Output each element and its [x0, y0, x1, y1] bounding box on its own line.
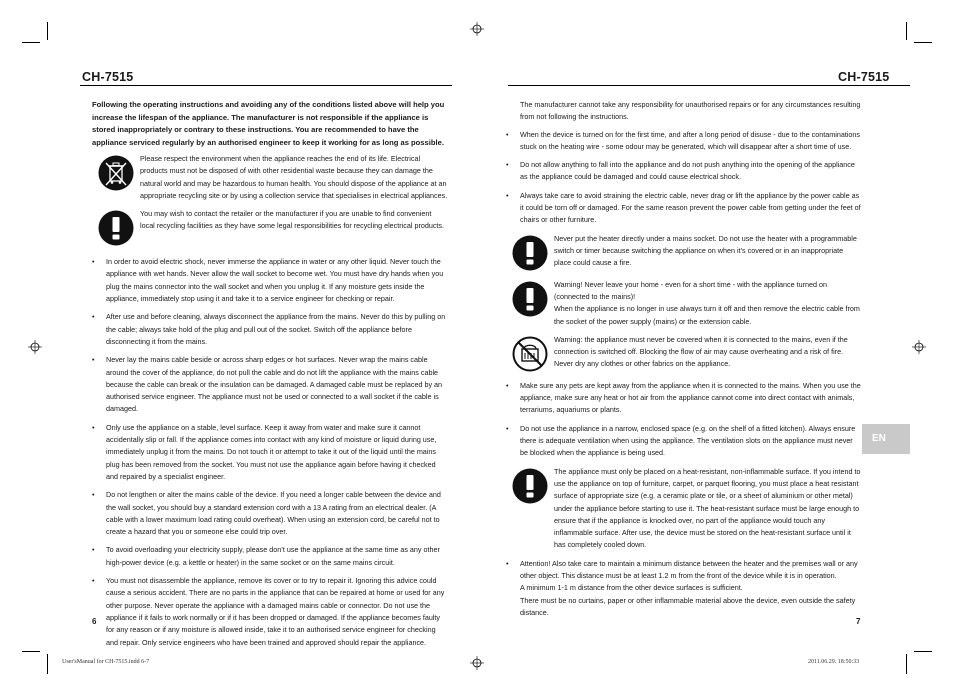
- registration-mark-icon: [470, 656, 484, 670]
- warning-do-not-cover: [506, 334, 862, 374]
- list-item: • Do not use the appliance in a narrow, enclosed space (e.g. on the shelf of a fitted kitchen). Always ensure there is adequate ventilation when using the appliance. The ventilation slots on the appliance must never be blocked when the appliance is being used.: [506, 423, 862, 460]
- recycle-text: Please respect the environment when the appliance reaches the end of its life. Electrical products must not be disposed of with other residential waste because they can damage the natural world and may be hazardous to human health. You should dispose of the appliance at an appropriate recycling site or by using a collection service that specialises in electrical appliances.: [140, 154, 448, 200]
- exclamation-icon: [98, 210, 134, 246]
- list-item: • In order to avoid electric shock, never immerse the appliance in water or any other liquid. Never touch the appliance with wet hands. Never allow the wall socket to become wet. You must have dry hands when you plug the mains connector into the wall socket and when you unplug it. If any moisture gets inside the appliance, immediately stop using it and take it to a service engineer for checking or repair.: [92, 256, 448, 305]
- contact-notice: [92, 208, 448, 248]
- file-info: User'sManual for CH-7515.indd 6-7: [62, 659, 150, 665]
- attention-item: [506, 558, 862, 619]
- page-number-left: 6: [92, 617, 97, 626]
- header-rule-right: [508, 85, 910, 86]
- list-item: • Do not lengthen or alter the mains cable of the device. If you need a longer cable between the device and the wall socket, you should buy a standard extension cord with a 13 A rating from an electrical dealer. (A cable with a lower maximum load rating could overheat). When using an extension cord, be careful not to create a hazard that you or someone else could trip over.: [92, 489, 448, 538]
- model-heading-left: CH-7515: [82, 70, 134, 84]
- left-page-column: [92, 99, 448, 655]
- manufacturer-note: The manufacturer cannot take any responsibility for unauthorised repairs or for any circumstances resulting from not following the instructions.: [520, 100, 861, 122]
- list-item: • After use and before cleaning, always disconnect the appliance from the mains. Never do this by pulling on the cable; always take hold of the plug and pull out of the socket. Switch off the appliance before disconnecting it from the mains.: [92, 311, 448, 348]
- do-not-cover-icon: [512, 336, 548, 372]
- attention-text-3: There must be no curtains, paper or other inflammable material above the device, even outside the safety distance.: [520, 595, 856, 617]
- exclamation-icon: [512, 281, 548, 317]
- warning-surface-text: The appliance must only be placed on a heat-resistant, non-inflammable surface. If you intend to use the appliance on top of furniture, carpet, or parquet flooring, you must place a heat resistant surface of appropriate size (e.g. a ceramic plate or tile, or a sheet of aluminium or other metal) under the appliance before starting to use it. The heat-resistant surface must be large enough to ensure that if the appliance is knocked over, no part of the appliance would touch any inflammable surface. After use, the device must be stored on the heat-resistant surface until it has completely cooled down.: [554, 466, 861, 550]
- warning-leave-home: [506, 279, 862, 328]
- intro-paragraph: Following the operating instructions and avoiding any of the conditions listed above will help you increase the lifespan of the appliance. The manufacturer is not responsible if the appliance is stored inappropriately or contrary to these instructions. You are recommended to have the appliance serviced regularly by an authorised engineer to keep it working for as long as possible.: [92, 100, 445, 147]
- list-item: • Do not allow anything to fall into the appliance and do not push anything into the opening of the appliance as the appliance could be damaged and could cause electrical shock.: [506, 159, 862, 184]
- right-page-column: [506, 99, 862, 625]
- registration-mark-icon: [470, 22, 484, 36]
- recycle-notice: [92, 153, 448, 202]
- list-item: • Always take care to avoid straining the electric cable, never drag or lift the appliance by the power cable as it could be torn off or damaged. For the same reason prevent the power cable from getting under the feet of chairs or other furniture.: [506, 190, 862, 227]
- page-number-right: 7: [856, 617, 861, 626]
- exclamation-icon: [512, 235, 548, 271]
- list-item: • Make sure any pets are kept away from the appliance when it is connected to the mains. When you use the appliance, make sure any heat or hot air from the appliance cannot come into direct contact with animals, terrariums, aquariums or plants.: [506, 380, 862, 417]
- exclamation-icon: [512, 468, 548, 504]
- registration-mark-icon: [912, 340, 926, 354]
- header-rule-left: [80, 85, 452, 86]
- warning-mains-socket: [506, 233, 862, 273]
- list-item: • You must not disassemble the appliance, remove its cover or to try to repair it. Ignoring this advice could cause a serious accident. There are no parts in the appliance that can be repaired at home or used for any other purpose. Never operate the appliance with a damaged mains cable or connector. Do not use the appliance if it fails to work normally or if it has been dropped or damaged. If the appliance becomes faulty for any reason or if any moisture is allowed inside, take it to an authorised service engineer for checking and repair. Only service engineers who have been trained and approved should repair the appliance.: [92, 575, 448, 649]
- list-item: • Only use the appliance on a stable, level surface. Keep it away from water and make sure it cannot accidentally slip or fall. If the appliance comes into contact with any kind of moisture or liquid during use, immediately unplug it from the mains. Do not touch it or attempt to take it out of the liquid until the mains plug has been removed from the socket. You must not use the appliance again before having it checked and repaired by a specialist engineer.: [92, 422, 448, 483]
- print-timestamp: 2011.06.29. 18:50:33: [808, 659, 860, 665]
- warning-cover-text: Warning: the appliance must never be covered when it is connected to the mains, even if the connection is switched off. Blocking the flow of air may cause overheating and a risk of fire. Never dry any clothes or other fabrics on the appliance.: [554, 334, 848, 369]
- language-tab: EN: [862, 424, 910, 454]
- list-item: • When the device is turned on for the first time, and after a long period of disuse - due to the contaminations stuck on the heating wire - some odour may be generated, which will disappear after a short time of use.: [506, 129, 862, 154]
- attention-text-2: A minimum 1-1 m distance from the other device surfaces is sufficient.: [520, 583, 743, 593]
- warning-heat-resistant-surface: [506, 466, 862, 552]
- warning-home-text-1: Warning! Never leave your home - even for a short time - with the appliance turned on (connected to the mains)!: [554, 279, 827, 301]
- warning-home-text-2: When the appliance is no longer in use always turn it off and then remove the electric cable from the socket of the power supply (mains) or the extension cable.: [554, 304, 860, 326]
- warning-mains-text: Never put the heater directly under a mains socket. Do not use the heater with a programmable switch or timer because switching the appliance on when it’s covered or in an inappropriate place could cause a fire.: [554, 233, 857, 268]
- list-item: • To avoid overloading your electricity supply, please don’t use the appliance at the same time as any other high-power device (e.g. a kettle or heater) in the same socket or on the same mains circuit.: [92, 544, 448, 569]
- crossed-bin-icon: [98, 155, 134, 191]
- contact-text: You may wish to contact the retailer or the manufacturer if you are unable to find convenient local recycling facilities as they have some legal responsibilities for recycling electrical products.: [140, 209, 445, 231]
- registration-mark-icon: [28, 340, 42, 354]
- model-heading-right: CH-7515: [838, 70, 890, 84]
- list-item: • Never lay the mains cable beside or across sharp edges or hot surfaces. Never wrap the mains cable around the cover of the appliance, do not pull the cable and do not lift the appliance with the mains cable because the cable can break or the insulation can be damaged. A damaged cable must be replaced by an authorised service engineer. The appliance must not be used or connected to a wall socket if the cable is damaged.: [92, 354, 448, 415]
- attention-text-1: • Attention! Also take care to maintain a minimum distance between the heater and the premises wall or any other object. This distance must be at least 1.2 m from the front of the device while it is in operation.: [520, 558, 858, 581]
